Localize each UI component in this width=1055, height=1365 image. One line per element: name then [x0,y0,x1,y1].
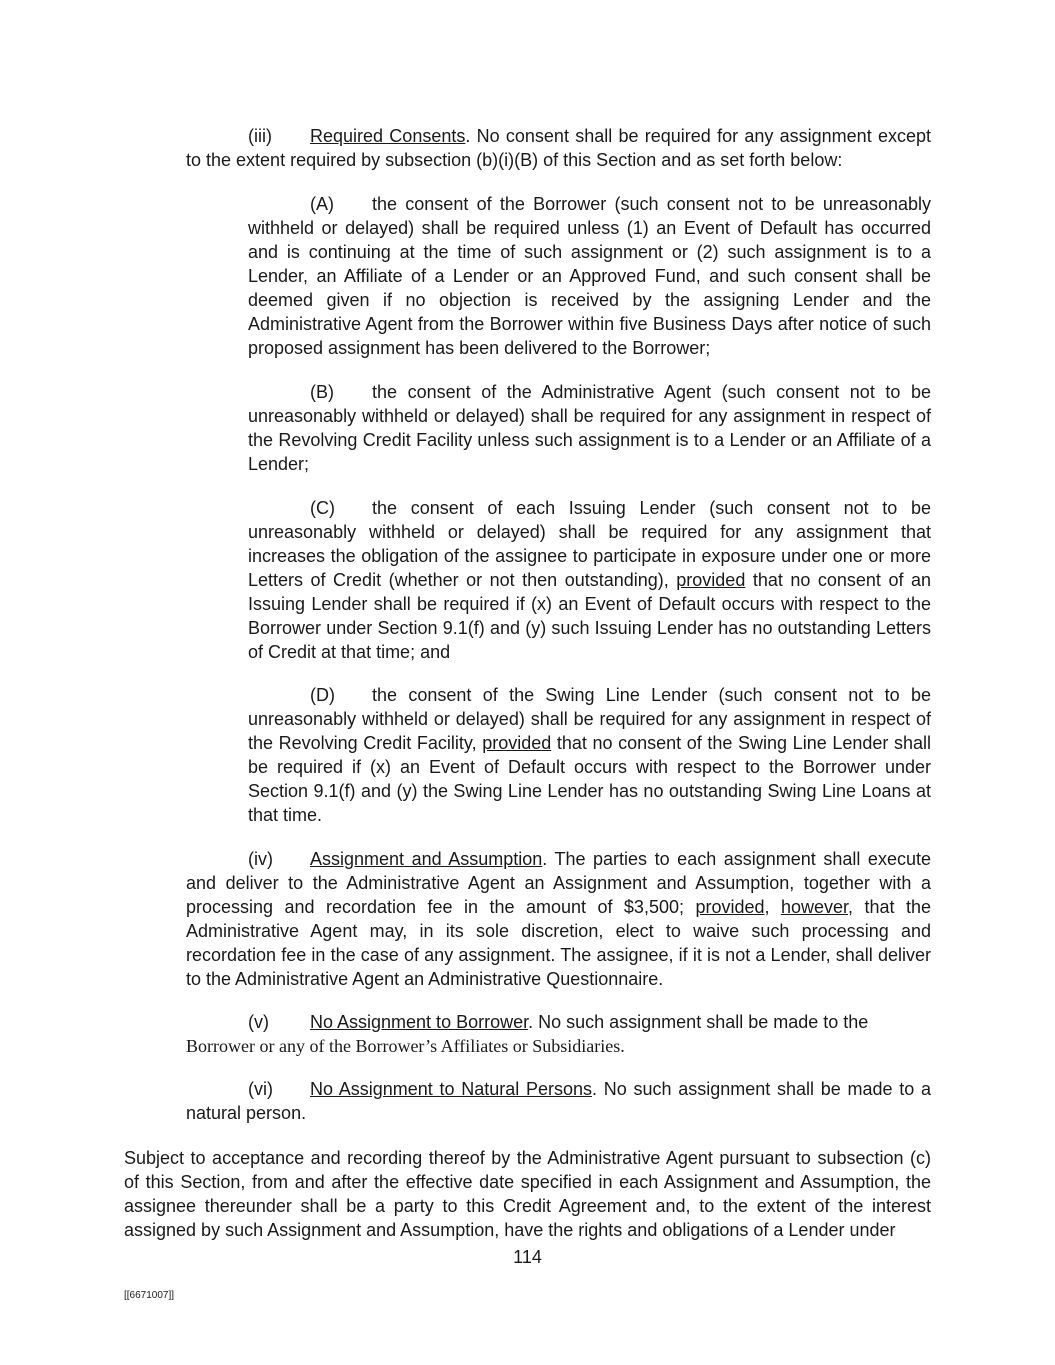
paragraph-iii [186,124,931,172]
paragraph-heading: Required Consents [310,126,466,146]
paragraph-text: . No such assignment shall be made to a natural person. [186,1079,931,1123]
however-term: however [780,897,848,917]
paragraph-label: (B) [310,382,334,402]
paragraph-text: , that the Administrative Agent may, in its sole discretion, elect to waive such processing and recordation fee in the case of any assignment. The assignee, if it is not a Lender, shall deliver to the Administrative Agent an Administrative Questionnaire. [186,897,931,989]
paragraph-text: that no consent of an Issuing Lender shall be required if (x) an Event of Default occurs with respect to the Borrower under Section 9.1(f) and (y) such Issuing Lender has no outstanding Letters of Credit at that time; and [248,570,931,662]
paragraph-text-serif: Borrower or any of the Borrower’s Affiliates or Subsidiaries. [186,1036,625,1056]
paragraph-B [248,380,931,476]
paragraph-label: (v) [248,1012,269,1032]
paragraph-text: Subject to acceptance and recording thereof by the Administrative Agent pursuant to subsection (c) of this Section, from and after the effective date specified in each Assignment and Assumption, the assignee thereunder shall be a party to this Credit Agreement and, to the extent of the interest assigned by such Assignment and Assumption, have the rights and obligations of a Lender under [124,1148,931,1240]
paragraph-iv [186,847,931,991]
paragraph-text: . No such assignment shall be made to the [528,1012,869,1032]
paragraph-text: the consent of each Issuing Lender (such consent not to be unreasonably withheld or delayed) shall be required for any assignment that increases the obligation of the assignee to participate in exposure under one or more Letters of Credit (whether or not then outstanding), [248,498,931,590]
paragraph-v [186,1010,931,1058]
paragraph-label: (C) [310,498,335,518]
paragraph-label: (iv) [248,849,273,869]
paragraph-vi [186,1077,931,1125]
paragraph-heading: No Assignment to Borrower [310,1012,529,1032]
paragraph-heading: No Assignment to Natural Persons [310,1079,593,1099]
paragraph-label: (D) [310,685,335,705]
paragraph-text: that no consent of the Swing Line Lender shall be required if (x) an Event of Default occurs with respect to the Borrower under Section 9.1(f) and (y) the Swing Line Lender has no outstanding Swing Line Loans at that time. [248,733,932,825]
paragraph-D [248,683,931,827]
paragraph-text: the consent of the Administrative Agent (such consent not to be unreasonably withheld or delayed) shall be required for any assignment in respect of the Revolving Credit Facility unless such assignment is to a Lender or an Affiliate of a Lender; [248,382,931,474]
provided-term: provided [676,570,746,590]
paragraph-heading: Assignment and Assumption [310,849,543,869]
separator: , [764,897,781,917]
page-number: 114 [513,1247,542,1267]
paragraph-text: the consent of the Borrower (such consent not to be unreasonably withheld or delayed) shall be required unless (1) an Event of Default has occurred and is continuing at the time of such assignment or (2) such assignment is to a Lender, an Affiliate of a Lender or an Approved Fund, and such consent shall be deemed given if no objection is received by the assigning Lender and the Administrative Agent from the Borrower within five Business Days after notice of such proposed assignment has been delivered to the Borrower; [248,194,931,358]
paragraph-label: (A) [310,194,334,214]
paragraph-text: the consent of the Swing Line Lender (such consent not to be unreasonably withheld or delayed) shall be required for any assignment in respect of the Revolving Credit Facility, [248,685,931,753]
paragraph-label: (iii) [248,126,272,146]
paragraph-A [248,192,931,360]
provided-term: provided [695,897,765,917]
provided-term: provided [482,733,552,753]
paragraph-C [248,496,931,664]
paragraph-closing [124,1146,931,1242]
paragraph-label: (vi) [248,1079,273,1099]
paragraph-text: . No consent shall be required for any assignment except to the extent required by subsection (b)(i)(B) of this Section and as set forth below: [186,126,931,170]
document-id: [[6671007]] [124,1290,175,1301]
paragraph-text: . The parties to each assignment shall execute and deliver to the Administrative Agent an Assignment and Assumption, together with a processing and recordation fee in the amount of $3,500; [186,849,931,917]
